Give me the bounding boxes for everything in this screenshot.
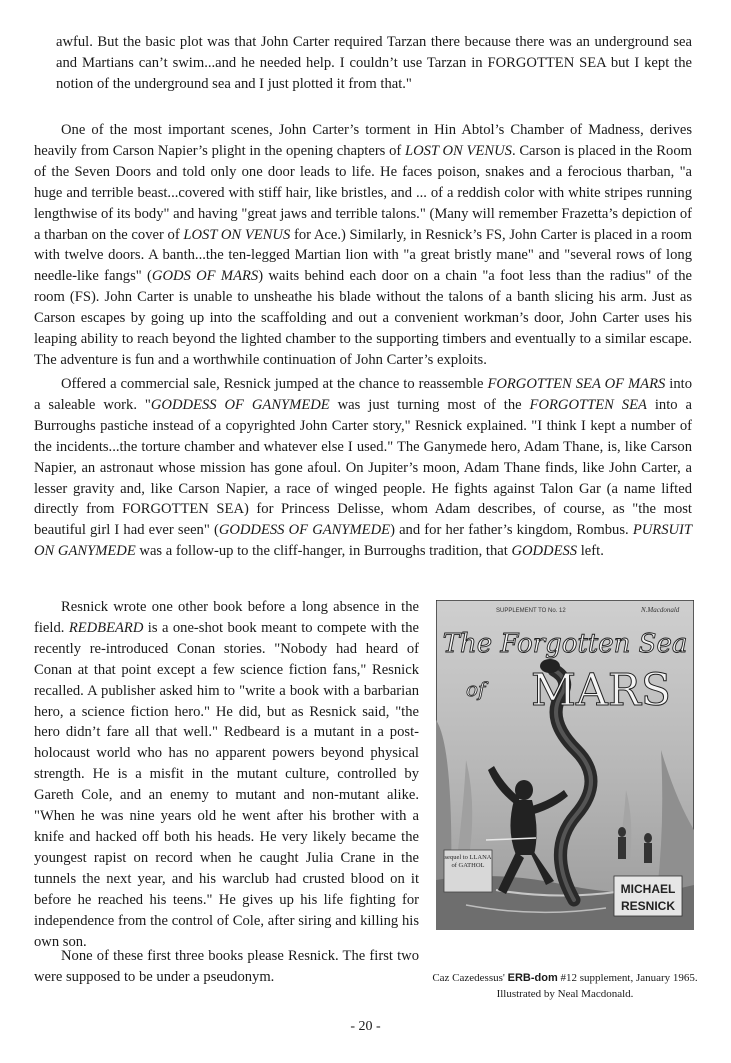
italic-title-text: REDBEARD (68, 619, 144, 636)
illustration-caption (428, 970, 702, 1002)
italic-title-text: LOST ON VENUS (183, 226, 291, 243)
body-text: into a Burroughs pastiche instead of a copyrighted John Carter story," Resnick explained. "I think I kept a number of the incidents...the torture chamber and whatever else I used." The Ganymede hero, Adam Thane, is, like Carson Napier, an astronaut whose mission has gone afoul. On Jupiter’s moon, Adam Thane finds, like John Carter, a lesser gravity and, like Carson Napier, a race of winged people. He fights against Talon Gar (a name lifted directly from FORGOTTEN SEA) for Princess Delisse, whom Adam describes, of course, as "the most beautiful girl I had ever seen" ( (34, 396, 692, 539)
cover-top-strip: SUPPLEMENT TO No. 12 (496, 608, 566, 614)
page-number: - 20 - (350, 1019, 381, 1034)
cover-title-line2: MARS (530, 665, 672, 716)
cover-author-last: RESNICK (620, 899, 676, 913)
body-text: . Carson is placed in the Room of the Seven Doors and told only one door leads to life. He faces poison, snakes and a ferocious tharban, "a huge and terrible beast...covered with stiff hair, like bristles, and ... of a reddish color with white stripes running lengthwise of its body" and having "great jaws and terrible talons." (Many will remember Frazetta’s depiction of a tharban on the cover of (34, 142, 692, 243)
caption-line-2: Illustrated by Neal Macdonald. (496, 988, 634, 1000)
italic-title-text: PURSUIT ON GANYMEDE (34, 522, 693, 560)
cover-title-line1: The Forgotten Sea (442, 629, 688, 659)
paragraph-2 (34, 120, 692, 371)
body-text: was just turning most of the (329, 396, 530, 413)
body-text: for Ace.) Similarly, in Resnick’s FS, John Carter is placed in a room with twelve doors. A banth...the ten-legged Martian lion with "a great bristly mane" and "several rows of long needle-like fangs" ( (34, 226, 692, 285)
italic-title-text: GODS OF MARS (151, 268, 259, 285)
body-text: was a follow-up to the cliff-hanger, in Burroughs tradition, that (135, 543, 512, 560)
paragraph-1 (56, 32, 692, 95)
book-cover-illustration (436, 600, 694, 930)
paragraph-4 (34, 597, 419, 952)
artist-signature: N.Macdonald (641, 606, 680, 614)
body-text: ) and for her father’s kingdom, Rombus. (390, 522, 633, 539)
caption-line-1 (428, 970, 702, 986)
body-text: ) waits behind each door on a chain "a foot less than the radius" of the room (FS). John Carter is unable to unsheathe his blade without the talons of a banth slicing his arm. Just as Carson escapes by going up into the scaffolding and out a convenient workman’s door, John Carter uses his leaping ability to reach beyond the lighted chamber to the supporting timbers and eventually to a similar escape. The adventure is fun and a worthwhile continuation of John Carter’s exploits. (34, 268, 692, 368)
cover-author-first: MICHAEL (620, 882, 676, 896)
body-text: into a saleable work. " (34, 376, 692, 413)
italic-title-text: GODDESS (511, 543, 578, 560)
body-text: left. (577, 543, 604, 560)
cover-sequel-note: sequel to LLANA of GATHOL (444, 854, 492, 869)
italic-title-text: FORGOTTEN SEA (529, 396, 647, 413)
body-text: awful. But the basic plot was that John Carter required Tarzan there because there was an underground sea and Martians can’t swim...and he needed help. I couldn’t use Tarzan in FORGOTTEN SEA but I kept the notion of the underground sea and I just plotted it from that." (56, 34, 692, 92)
cover-title-of: of (466, 677, 486, 701)
body-text: Resnick wrote one other book before a long absence in the field. (34, 599, 419, 636)
paragraph-5 (34, 946, 419, 988)
body-text: Offered a commercial sale, Resnick jumped at the chance to reassemble (61, 376, 488, 392)
body-text: None of these first three books please Resnick. The first two were supposed to be under a pseudonym. (34, 948, 419, 985)
caption-publication: ERB-dom (507, 972, 558, 984)
italic-title-text: LOST ON VENUS (404, 142, 512, 159)
paragraph-3 (34, 374, 692, 562)
italic-title-text: GODDESS OF GANYMEDE (218, 522, 391, 539)
italic-title-text: FORGOTTEN SEA OF MARS (487, 376, 666, 392)
body-text: One of the most important scenes, John Carter’s torment in Hin Abtol’s Chamber of Madness, derives heavily from Carson Napier’s plight in the opening chapters of (34, 122, 692, 159)
caption-prefix: Caz Cazedessus' (432, 972, 508, 984)
caption-suffix: #12 supplement, January 1965. (557, 972, 698, 984)
italic-title-text: GODDESS OF GANYMEDE (150, 396, 330, 413)
body-text: is a one-shot book meant to compete with the recently re-introduced Conan stories. "Nobody had heard of Conan at that point except a few science fiction fans," Resnick recalled. A publisher asked him to "write a book with a barbarian hero, a science fiction hero." He did, but as Resnick said, "the hero didn’t fare all that well." Redbeard is a mutant in a post-holocaust world who has no apparent powers beyond physical strength. He is a misfit in the mutant culture, controlled by Gareth Cole, and an enemy to mutant and non-mutant alike. "When he was nine years old he went after his brother with a knife and hacked off both his heads. He very likely became the youngest rapist on record when he caught Julia Crane in the tunnels the next year, and his warclub had crusted blood on it before he reached his teens." He gives up his life fighting for independence from the control of Cole, after siring and killing his own son. (34, 619, 419, 950)
